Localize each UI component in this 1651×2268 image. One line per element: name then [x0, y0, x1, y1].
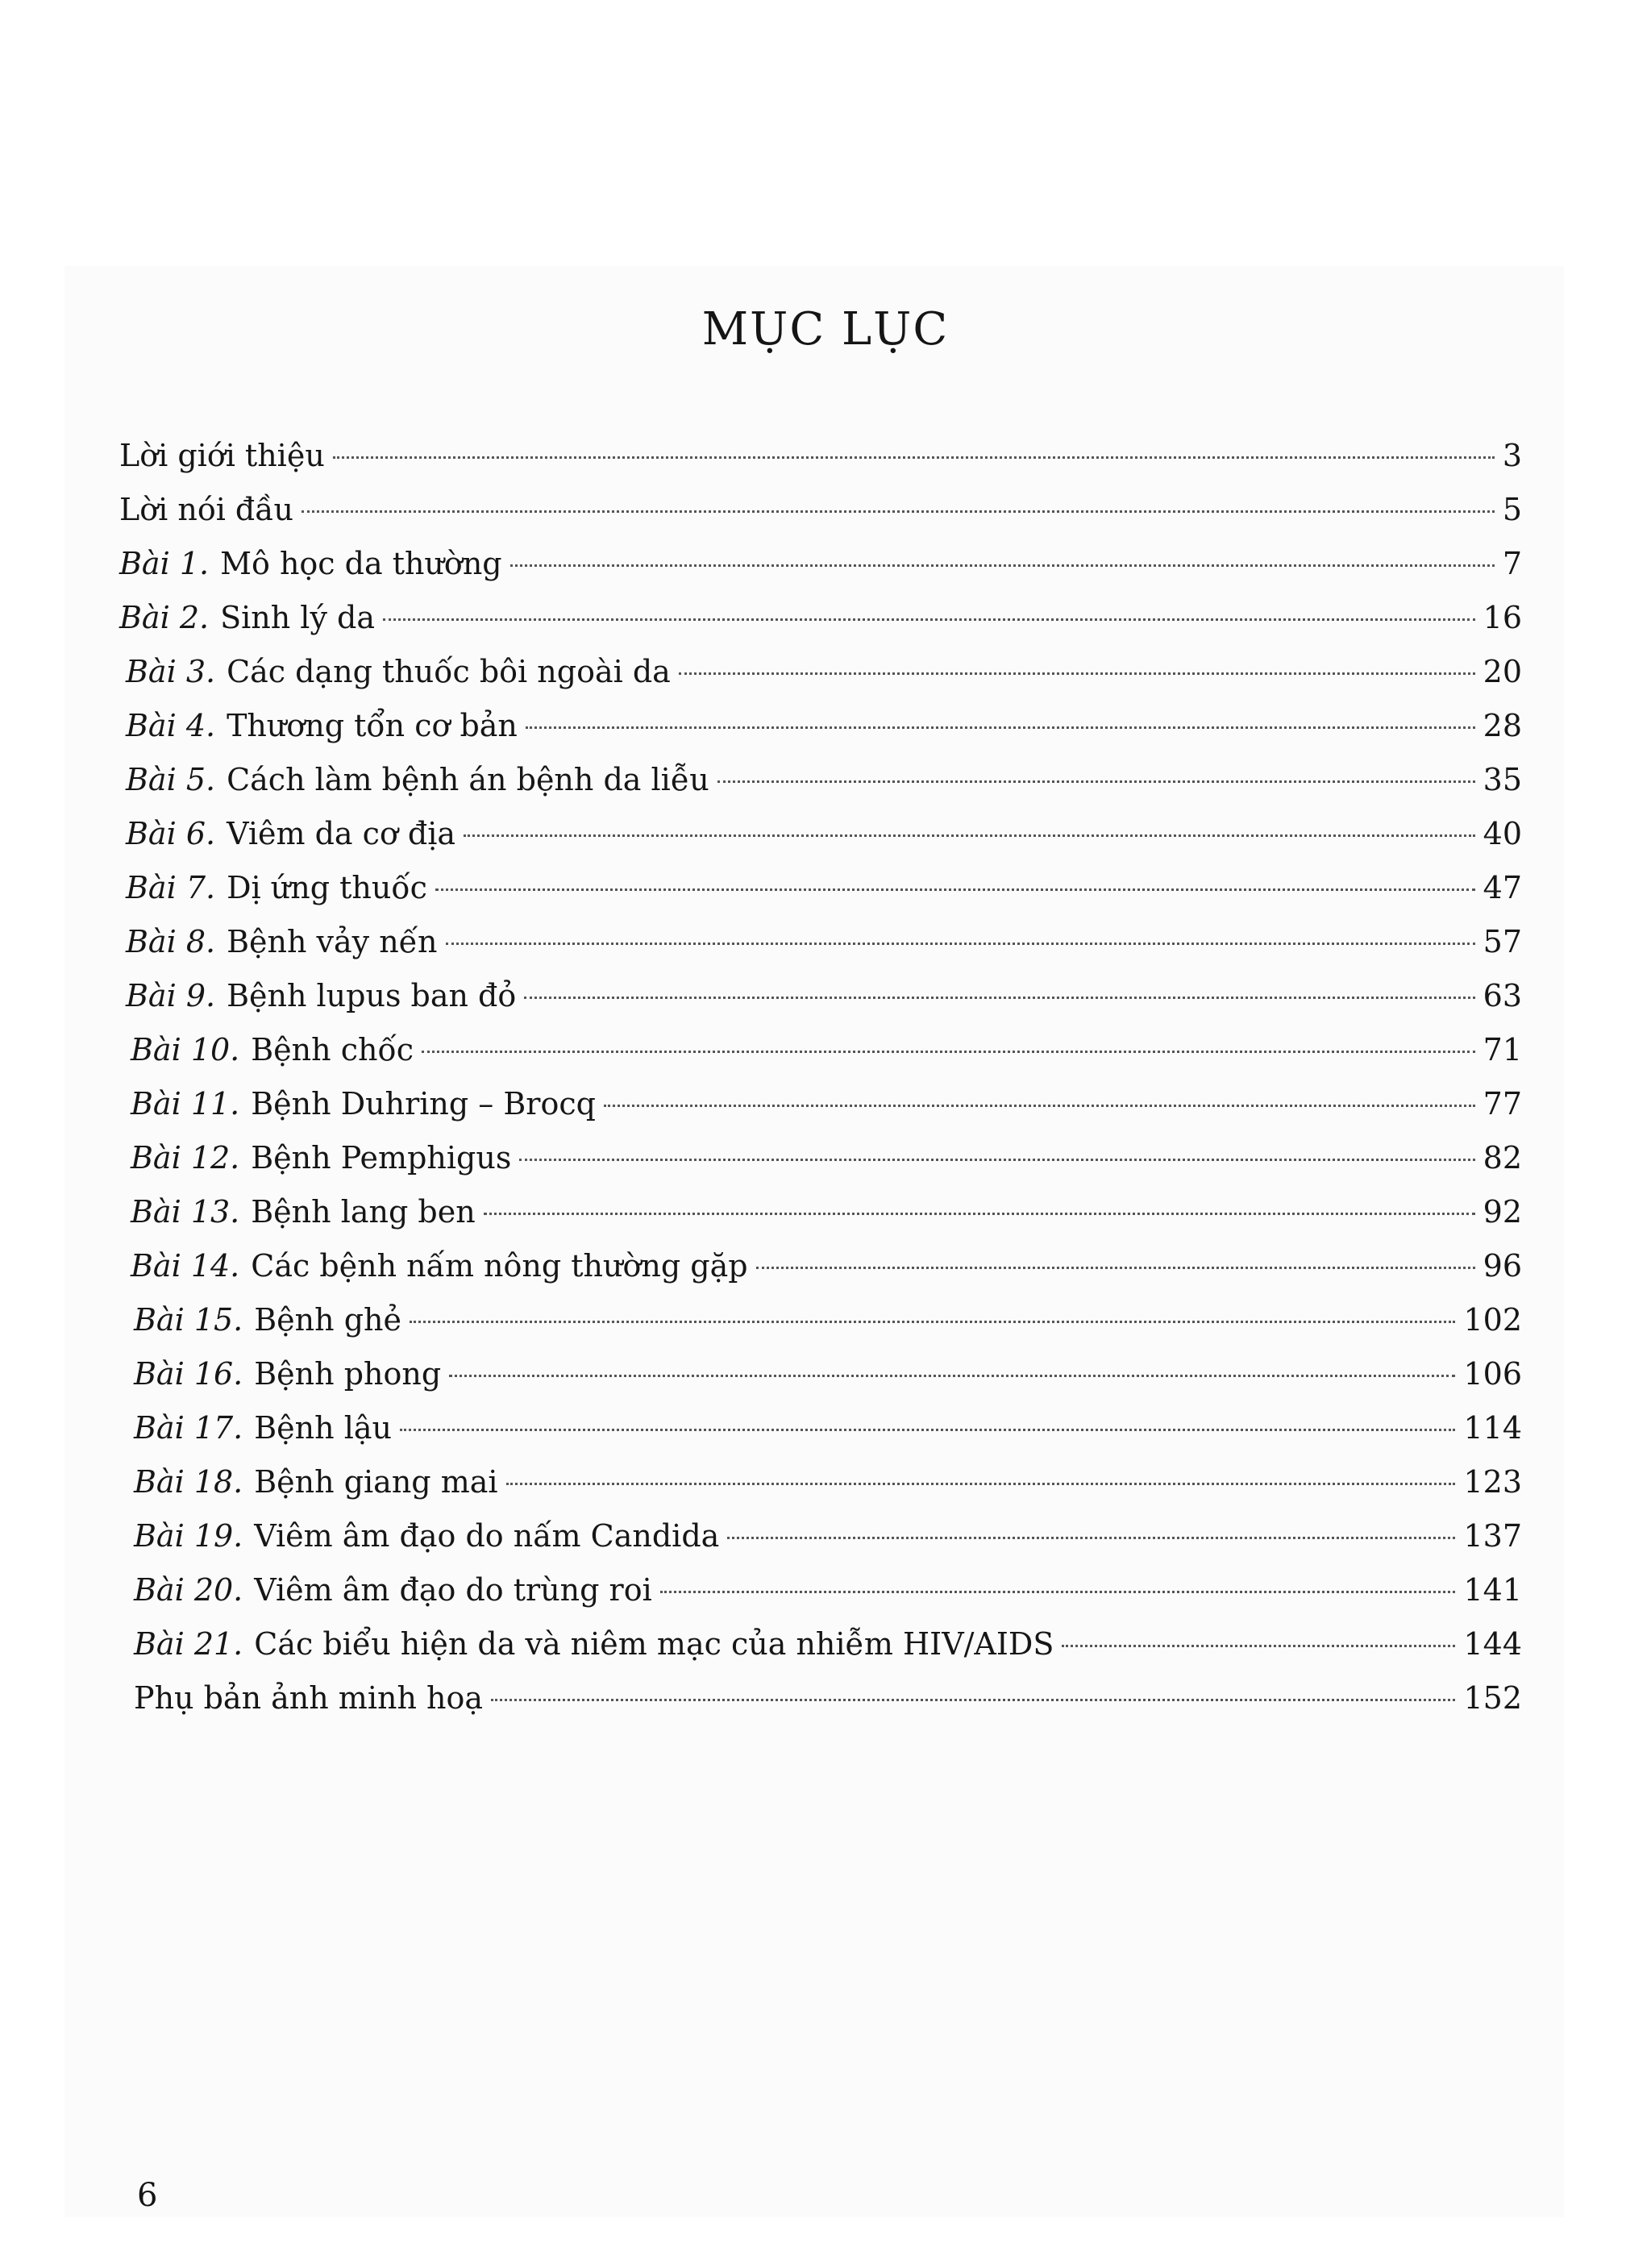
toc-entry-lesson: Bài 3. [126, 654, 216, 689]
toc-entry-page: 82 [1483, 1140, 1522, 1176]
toc-entry-text: Bệnh Pemphigus [251, 1140, 512, 1176]
toc-entry-lesson: Bài 7. [126, 870, 216, 905]
toc-entry-lesson: Bài 18. [134, 1464, 243, 1500]
toc-entry-text: Cách làm bệnh án bệnh da liễu [227, 762, 709, 797]
toc-entry [119, 645, 1522, 699]
toc-entry-lesson: Bài 17. [134, 1410, 243, 1446]
toc-entry [119, 1563, 1522, 1617]
toc-entry-text: Các bệnh nấm nông thường gặp [251, 1248, 748, 1284]
toc-entry-lesson: Bài 2. [119, 600, 210, 635]
toc-entry-text: Lời nói đầu [119, 492, 294, 527]
toc-entry [119, 537, 1522, 591]
toc-entry-text: Sinh lý da [220, 600, 375, 635]
dot-leader [400, 1429, 1455, 1431]
toc-entry-title [134, 1293, 401, 1347]
toc-entry-text: Mô học da thường [220, 546, 502, 581]
toc-entry-title [131, 1185, 476, 1239]
toc-entry-page: 47 [1483, 870, 1522, 905]
dot-leader [446, 943, 1475, 945]
toc-entry-lesson: Bài 11. [131, 1086, 240, 1122]
toc-entry-text: Dị ứng thuốc [227, 870, 427, 905]
toc-entry-title [134, 1401, 392, 1455]
toc-entry-page: 71 [1483, 1032, 1522, 1067]
toc-entry [119, 1509, 1522, 1563]
page-title: MỤC LỤC [701, 302, 950, 356]
toc-entry-lesson: Bài 6. [126, 816, 216, 851]
toc-entry-page: 57 [1483, 924, 1522, 959]
toc-entry [119, 591, 1522, 645]
toc-entry-text: Thương tổn cơ bản [227, 708, 518, 743]
toc-entry-text: Bệnh Duhring – Brocq [251, 1086, 596, 1122]
dot-leader [727, 1537, 1455, 1539]
toc-entry-page: 96 [1483, 1248, 1522, 1284]
toc-entry-lesson: Bài 8. [126, 924, 216, 959]
toc-entry [119, 807, 1522, 861]
toc-entry-title [126, 807, 455, 861]
toc-entry-title [119, 537, 502, 591]
toc-entry [119, 483, 1522, 537]
toc-entry [119, 1131, 1522, 1185]
toc-entry-page: 16 [1483, 600, 1522, 635]
toc-entry-text: Viêm âm đạo do nấm Candida [254, 1518, 720, 1554]
toc-entry-title [131, 1131, 511, 1185]
toc-entry [119, 1293, 1522, 1347]
toc-entry-page: 137 [1463, 1518, 1522, 1554]
toc-entry-page: 114 [1463, 1410, 1522, 1446]
dot-leader [519, 1159, 1474, 1161]
dot-leader [484, 1213, 1475, 1215]
dot-leader [756, 1267, 1475, 1269]
toc-entry [119, 699, 1522, 753]
page-number: 6 [137, 2177, 158, 2214]
toc-entry-title [126, 645, 671, 699]
toc-entry-text: Bệnh ghẻ [254, 1302, 401, 1338]
toc-entry-lesson: Bài 9. [126, 978, 216, 1013]
toc-entry-text: Bệnh chốc [251, 1032, 414, 1067]
toc-entry-title [126, 861, 427, 915]
toc-entry-page: 144 [1463, 1626, 1522, 1662]
dot-leader [526, 726, 1475, 729]
toc-entry-lesson: Bài 4. [126, 708, 216, 743]
dot-leader [333, 456, 1495, 459]
toc-entry-text: Bệnh giang mai [254, 1464, 498, 1500]
toc-entry-lesson: Bài 13. [131, 1194, 240, 1230]
toc-entry-page: 40 [1483, 816, 1522, 851]
toc-entry-lesson: Bài 5. [126, 762, 216, 797]
toc-entry-title [119, 483, 293, 537]
toc-entry-lesson: Bài 16. [134, 1356, 243, 1392]
toc-entry-title [134, 1509, 719, 1563]
toc-entry-title [134, 1455, 498, 1509]
dot-leader [435, 888, 1475, 891]
toc-entry-text: Bệnh phong [254, 1356, 442, 1392]
toc-entry-title [131, 1239, 748, 1293]
toc-entry-title [134, 1563, 652, 1617]
toc-entry-lesson: Bài 20. [134, 1572, 243, 1608]
dot-leader [302, 510, 1495, 513]
toc-entry-text: Bệnh lậu [254, 1410, 392, 1446]
toc-entry-title [126, 969, 516, 1023]
toc-entry-page: 3 [1502, 438, 1522, 473]
toc-entry-page: 77 [1483, 1086, 1522, 1122]
toc-entry [119, 1185, 1522, 1239]
toc-entry [119, 1671, 1522, 1725]
toc-entry [119, 429, 1522, 483]
toc-entry-text: Phụ bản ảnh minh hoạ [134, 1680, 484, 1716]
toc-entry-page: 7 [1502, 546, 1522, 581]
toc-entry-title [131, 1023, 414, 1077]
toc-entry [119, 753, 1522, 807]
toc-entry [119, 969, 1522, 1023]
toc-entry-text: Bệnh lupus ban đỏ [227, 978, 517, 1013]
toc-entry-text: Các biểu hiện da và niêm mạc của nhiễm HIV/AIDS [254, 1626, 1054, 1662]
toc-entry [119, 1239, 1522, 1293]
toc-entry-text: Bệnh vảy nến [227, 924, 438, 959]
toc-entry-lesson: Bài 12. [131, 1140, 240, 1176]
toc-entry-page: 28 [1483, 708, 1522, 743]
toc-entry [119, 915, 1522, 969]
toc-entry-title [126, 915, 438, 969]
toc-entry-title [134, 1671, 483, 1725]
toc-entry-text: Viêm âm đạo do trùng roi [254, 1572, 652, 1608]
toc-entry [119, 1401, 1522, 1455]
toc-entry-title [131, 1077, 596, 1131]
table-of-contents [119, 429, 1522, 1725]
toc-entry [119, 1617, 1522, 1671]
toc-entry [119, 1455, 1522, 1509]
dot-leader [679, 672, 1475, 675]
toc-entry-lesson: Bài 19. [134, 1518, 243, 1554]
toc-entry-page: 106 [1463, 1356, 1522, 1392]
dot-leader [510, 564, 1495, 567]
toc-entry-lesson: Bài 15. [134, 1302, 243, 1338]
toc-entry-page: 152 [1463, 1680, 1522, 1716]
toc-entry-page: 141 [1463, 1572, 1522, 1608]
dot-leader [506, 1483, 1456, 1485]
dot-leader [491, 1699, 1455, 1701]
toc-entry-page: 20 [1483, 654, 1522, 689]
dot-leader [604, 1105, 1475, 1107]
dot-leader [422, 1051, 1475, 1053]
toc-entry-page: 102 [1463, 1302, 1522, 1338]
toc-entry-title [134, 1347, 441, 1401]
toc-entry-text: Lời giới thiệu [119, 438, 325, 473]
toc-entry-text: Bệnh lang ben [251, 1194, 476, 1230]
toc-entry-page: 123 [1463, 1464, 1522, 1500]
toc-entry-lesson: Bài 14. [131, 1248, 240, 1284]
dot-leader [383, 618, 1475, 621]
dot-leader [660, 1591, 1456, 1593]
toc-entry [119, 1023, 1522, 1077]
toc-entry-title [119, 591, 375, 645]
toc-entry-title [126, 699, 518, 753]
dot-leader [524, 997, 1474, 999]
toc-entry [119, 861, 1522, 915]
toc-entry-title [134, 1617, 1054, 1671]
toc-entry [119, 1077, 1522, 1131]
dot-leader [449, 1375, 1455, 1377]
dot-leader [1062, 1645, 1455, 1647]
toc-entry-text: Viêm da cơ địa [227, 816, 456, 851]
toc-entry-title [119, 429, 325, 483]
toc-entry-page: 63 [1483, 978, 1522, 1013]
toc-entry-lesson: Bài 1. [119, 546, 210, 581]
toc-entry [119, 1347, 1522, 1401]
toc-entry-lesson: Bài 10. [131, 1032, 240, 1067]
toc-entry-text: Các dạng thuốc bôi ngoài da [227, 654, 671, 689]
toc-entry-lesson: Bài 21. [134, 1626, 243, 1662]
dot-leader [464, 834, 1475, 837]
toc-entry-title [126, 753, 709, 807]
dot-leader [717, 780, 1475, 783]
toc-entry-page: 92 [1483, 1194, 1522, 1230]
toc-entry-page: 35 [1483, 762, 1522, 797]
dot-leader [410, 1321, 1455, 1323]
toc-entry-page: 5 [1502, 492, 1522, 527]
